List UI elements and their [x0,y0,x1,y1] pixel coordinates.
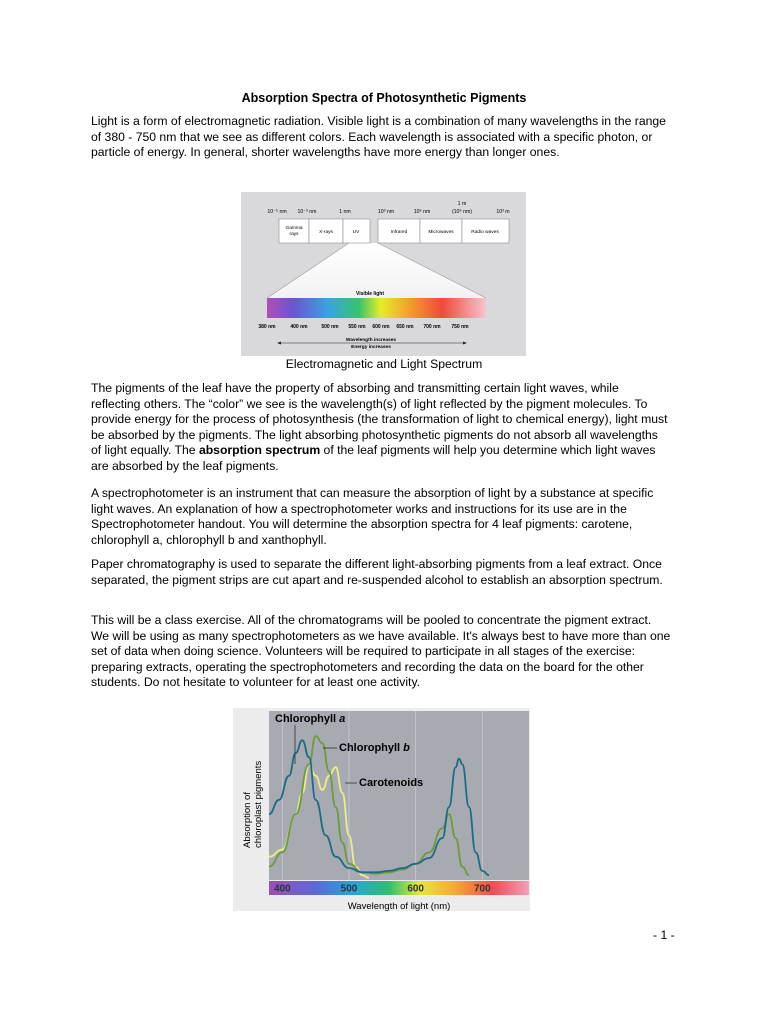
paragraph-pigments: The pigments of the leaf have the property of absorbing and transmitting certain light waves, while reflecting others. The “color” we see is the wavelength(s) of light reflected by the pigment molecules. To provide energy for the process of photosynthesis (the transformation of light to chemical energy), light must be absorbed by the pigments. The light absorbing photosynthetic pigments do not absorb all wavelengths of light equally. The absorption spectrum of the leaf pigments will help you determine which light waves are absorbed by the leaf pigments. [91,381,668,473]
em-spectrum-diagram [241,192,526,356]
scale-label: 10⁻³ nm [297,209,317,215]
band-xrays: X-rays [319,230,333,235]
band-radio: Radio waves [471,230,499,235]
wavelength-label: 550 nm [348,324,366,330]
scale-label: 10³ nm [377,209,395,215]
scale-label: 10⁻⁵ nm [267,209,287,215]
x-tick-label: 500 [340,883,358,895]
visible-spectrum-bar [267,298,486,318]
paragraph-light: Light is a form of electromagnetic radiation. Visible light is a combination of many wavelengths in the range of 380 - 750 nm that we see as different colors. Each wavelength is associated with a specific photon, or particle of energy. In general, shorter wavelengths have more energy than longer ones. [91,114,666,160]
figure1-caption: Electromagnetic and Light Spectrum [285,357,483,371]
page-number: - 1 - [653,928,675,942]
absorption-spectrum-term: absorption spectrum [198,443,321,458]
chart-ylabel-1: Absorption of [242,792,253,848]
paragraph-spectrophotometer: A spectrophotometer is an instrument that can measure the absorption of light by a substance at specific light waves. An explanation of how a spectrophotometer works and instructions for its use are in the Spectrophotometer handout. You will determine the absorption spectra for 4 leaf pigments: carotene, chlorophyll a, chlorophyll b and xanthophyll. [91,486,654,547]
paragraph-class-exercise: This will be a class exercise. All of the chromatograms will be pooled to concentrate the pigment extract. We will be using as many spectrophotometers as we have available. It's always best to have more than one set of data when doing science. Volunteers will be required to participate in all stages of the exercise: preparing extracts, operating the spectrophotometers and recording the data on the board for the other students. Do not hesitate to volunteer for at least one activity. [91,613,671,690]
band-gamma: Gamma [285,226,303,231]
band-gamma-2: rays [289,232,299,237]
wavelength-label: 750 nm [451,324,469,330]
series-label-carotenoids: Carotenoids [359,777,424,789]
chart-ylabel-2: chloroplast pigments [253,760,264,848]
wavelength-increases-label: Wavelength increases [345,338,397,343]
em-spectrum-figure [241,192,526,356]
scale-label: 10³ m [496,209,510,215]
series-label-chlorophyll-a: Chlorophyll a [275,713,346,725]
band-infrared: Infrared [390,230,408,235]
scale-label: 10⁶ nm [413,209,431,215]
absorption-chart [233,708,530,911]
document-title: Absorption Spectra of Photosynthetic Pigments [241,91,527,105]
paragraph-chromatography: Paper chromatography is used to separate the different light-absorbing pigments from a leaf extract. Once separated, the pigment strips are cut apart and re-suspended alcohol to establish an absorption spectrum. [91,557,663,587]
wavelength-label: 600 nm [372,324,390,330]
wavelength-label: 700 nm [423,324,441,330]
scale-label: 1 nm [339,209,351,215]
scale-label: (10⁹ nm) [451,209,473,215]
energy-increases-label: Energy increases [351,345,391,350]
chart-xlabel: Wavelength of light (nm) [347,901,451,911]
band-uv: UV [352,230,360,235]
wavelength-label: 380 nm [258,324,276,330]
wavelength-label: 400 nm [290,324,308,330]
wavelength-label: 650 nm [396,324,414,330]
series-label-chlorophyll-b: Chlorophyll b [339,742,410,754]
absorption-chart-svg [233,708,530,911]
x-tick-label: 700 [473,883,491,895]
wavelength-label: 500 nm [321,324,339,330]
visible-light-label: Visible light [356,291,384,297]
x-tick-label: 600 [407,883,425,895]
band-microwaves: Microwaves [428,230,454,235]
scale-label: 1 m [457,201,467,207]
x-tick-label: 400 [273,883,291,895]
